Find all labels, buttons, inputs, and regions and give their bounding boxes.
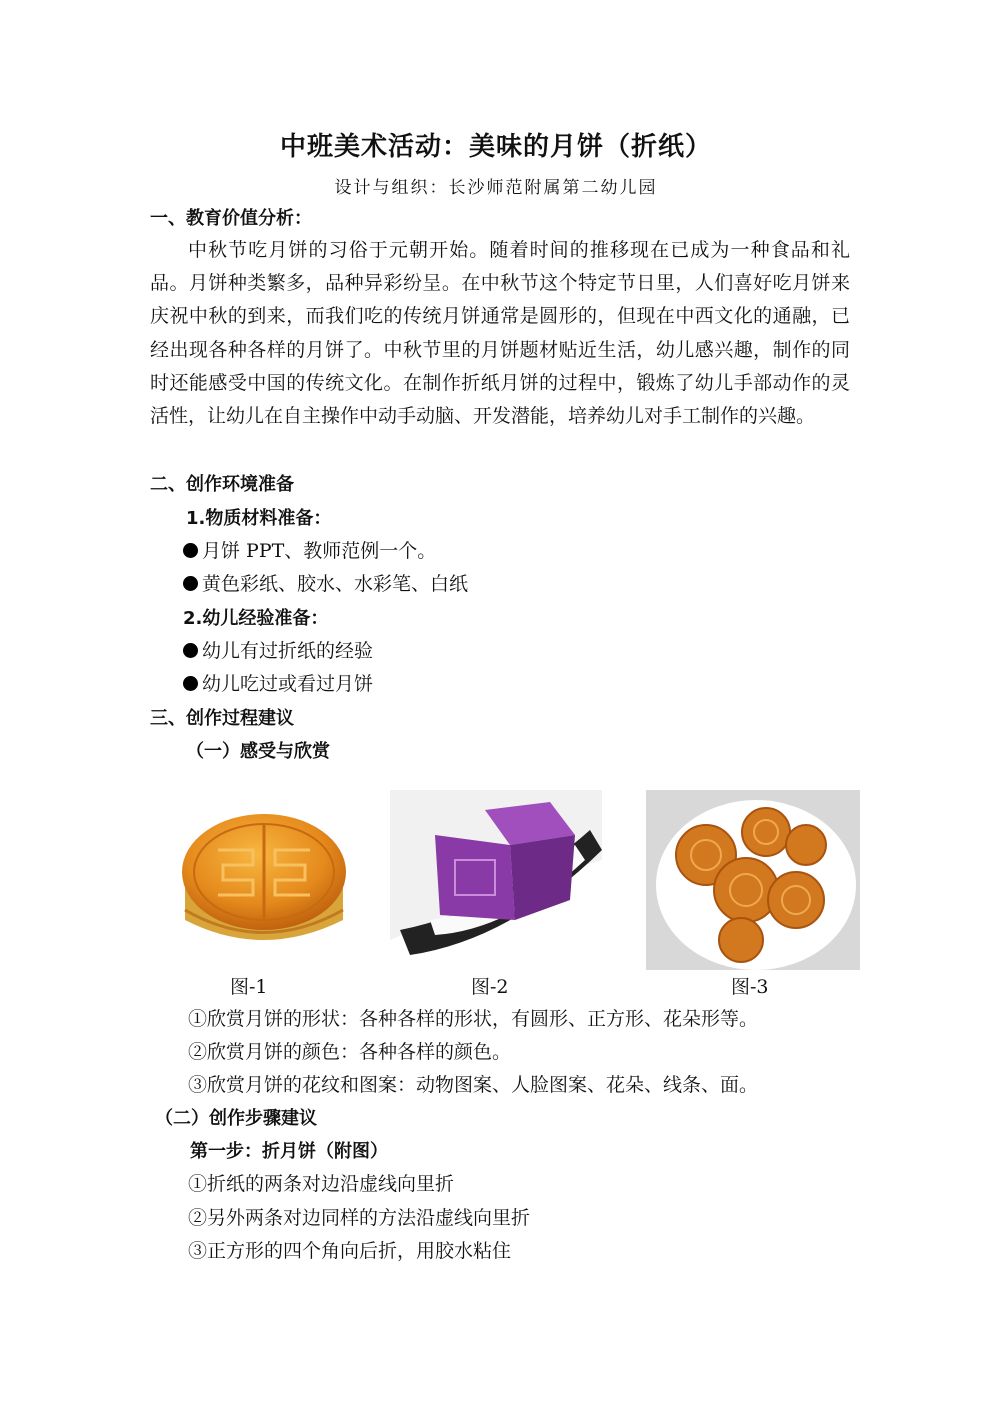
mooncake-image-3	[646, 790, 860, 970]
bullet-icon	[183, 676, 198, 691]
step-item: ②另外两条对边同样的方法沿虚线向里折	[188, 1207, 531, 1229]
bullet-icon	[183, 643, 198, 658]
bullet-icon	[183, 576, 198, 591]
appreciate-item: ②欣赏月饼的颜色：各种各样的颜色。	[188, 1041, 512, 1063]
document-title: 中班美术活动：美味的月饼（折纸）	[279, 132, 712, 162]
section1-heading: 一、教育价值分析：	[150, 208, 312, 229]
round-mooncake-icon	[163, 790, 363, 960]
purple-mooncake-icon	[390, 790, 602, 972]
list-item: 月饼 PPT、教师范例一个。	[183, 535, 436, 568]
list-item: 幼儿有过折纸的经验	[183, 635, 373, 668]
section3-heading: 三、创作过程建议	[150, 708, 294, 729]
figure-1-caption: 图-1	[230, 976, 268, 998]
flower-mooncakes-icon	[646, 790, 860, 970]
document-subtitle: 设计与组织：长沙师范附属第二幼儿园	[334, 178, 658, 198]
appreciate-item: ①欣赏月饼的形状：各种各样的形状，有圆形、正方形、花朵形等。	[188, 1008, 759, 1030]
mooncake-image-1	[163, 790, 363, 960]
part1-heading: （一）感受与欣赏	[186, 741, 330, 762]
material-prep-heading: 1.物质材料准备：	[186, 508, 332, 529]
part2-heading: （二）创作步骤建议	[155, 1108, 317, 1129]
step-item: ③正方形的四个角向后折，用胶水粘住	[188, 1240, 512, 1262]
step-item: ①折纸的两条对边沿虚线向里折	[188, 1173, 455, 1195]
mooncake-image-2	[390, 790, 602, 972]
figure-3-caption: 图-3	[731, 976, 769, 998]
figure-2-caption: 图-2	[471, 976, 509, 998]
step1-heading: 第一步：折月饼（附图）	[190, 1141, 388, 1162]
appreciate-item: ③欣赏月饼的花纹和图案：动物图案、人脸图案、花朵、线条、面。	[188, 1074, 759, 1096]
section2-heading: 二、创作环境准备	[150, 474, 294, 495]
list-item: 幼儿吃过或看过月饼	[183, 668, 373, 701]
section1-paragraph: 中秋节吃月饼的习俗于元朝开始。随着时间的推移现在已成为一种食品和礼品。月饼种类繁多，品种异彩纷呈。在中秋节这个特定节日里，人们喜好吃月饼来庆祝中秋的到来，而我们吃的传统月饼通常是圆形的，但现在中西文化的通融，已经出现各种各样的月饼了。中秋节里的月饼题材贴近生活，幼儿感兴趣，制作的同时还能感受中国的传统文化。在制作折纸月饼的过程中，锻炼了幼儿手部动作的灵活性，让幼儿在自主操作中动手动脑、开发潜能，培养幼儿对手工制作的兴趣。	[150, 239, 850, 428]
experience-prep-heading: 2.幼儿经验准备：	[183, 608, 329, 629]
list-item: 黄色彩纸、胶水、水彩笔、白纸	[183, 568, 468, 601]
bullet-icon	[183, 543, 198, 558]
